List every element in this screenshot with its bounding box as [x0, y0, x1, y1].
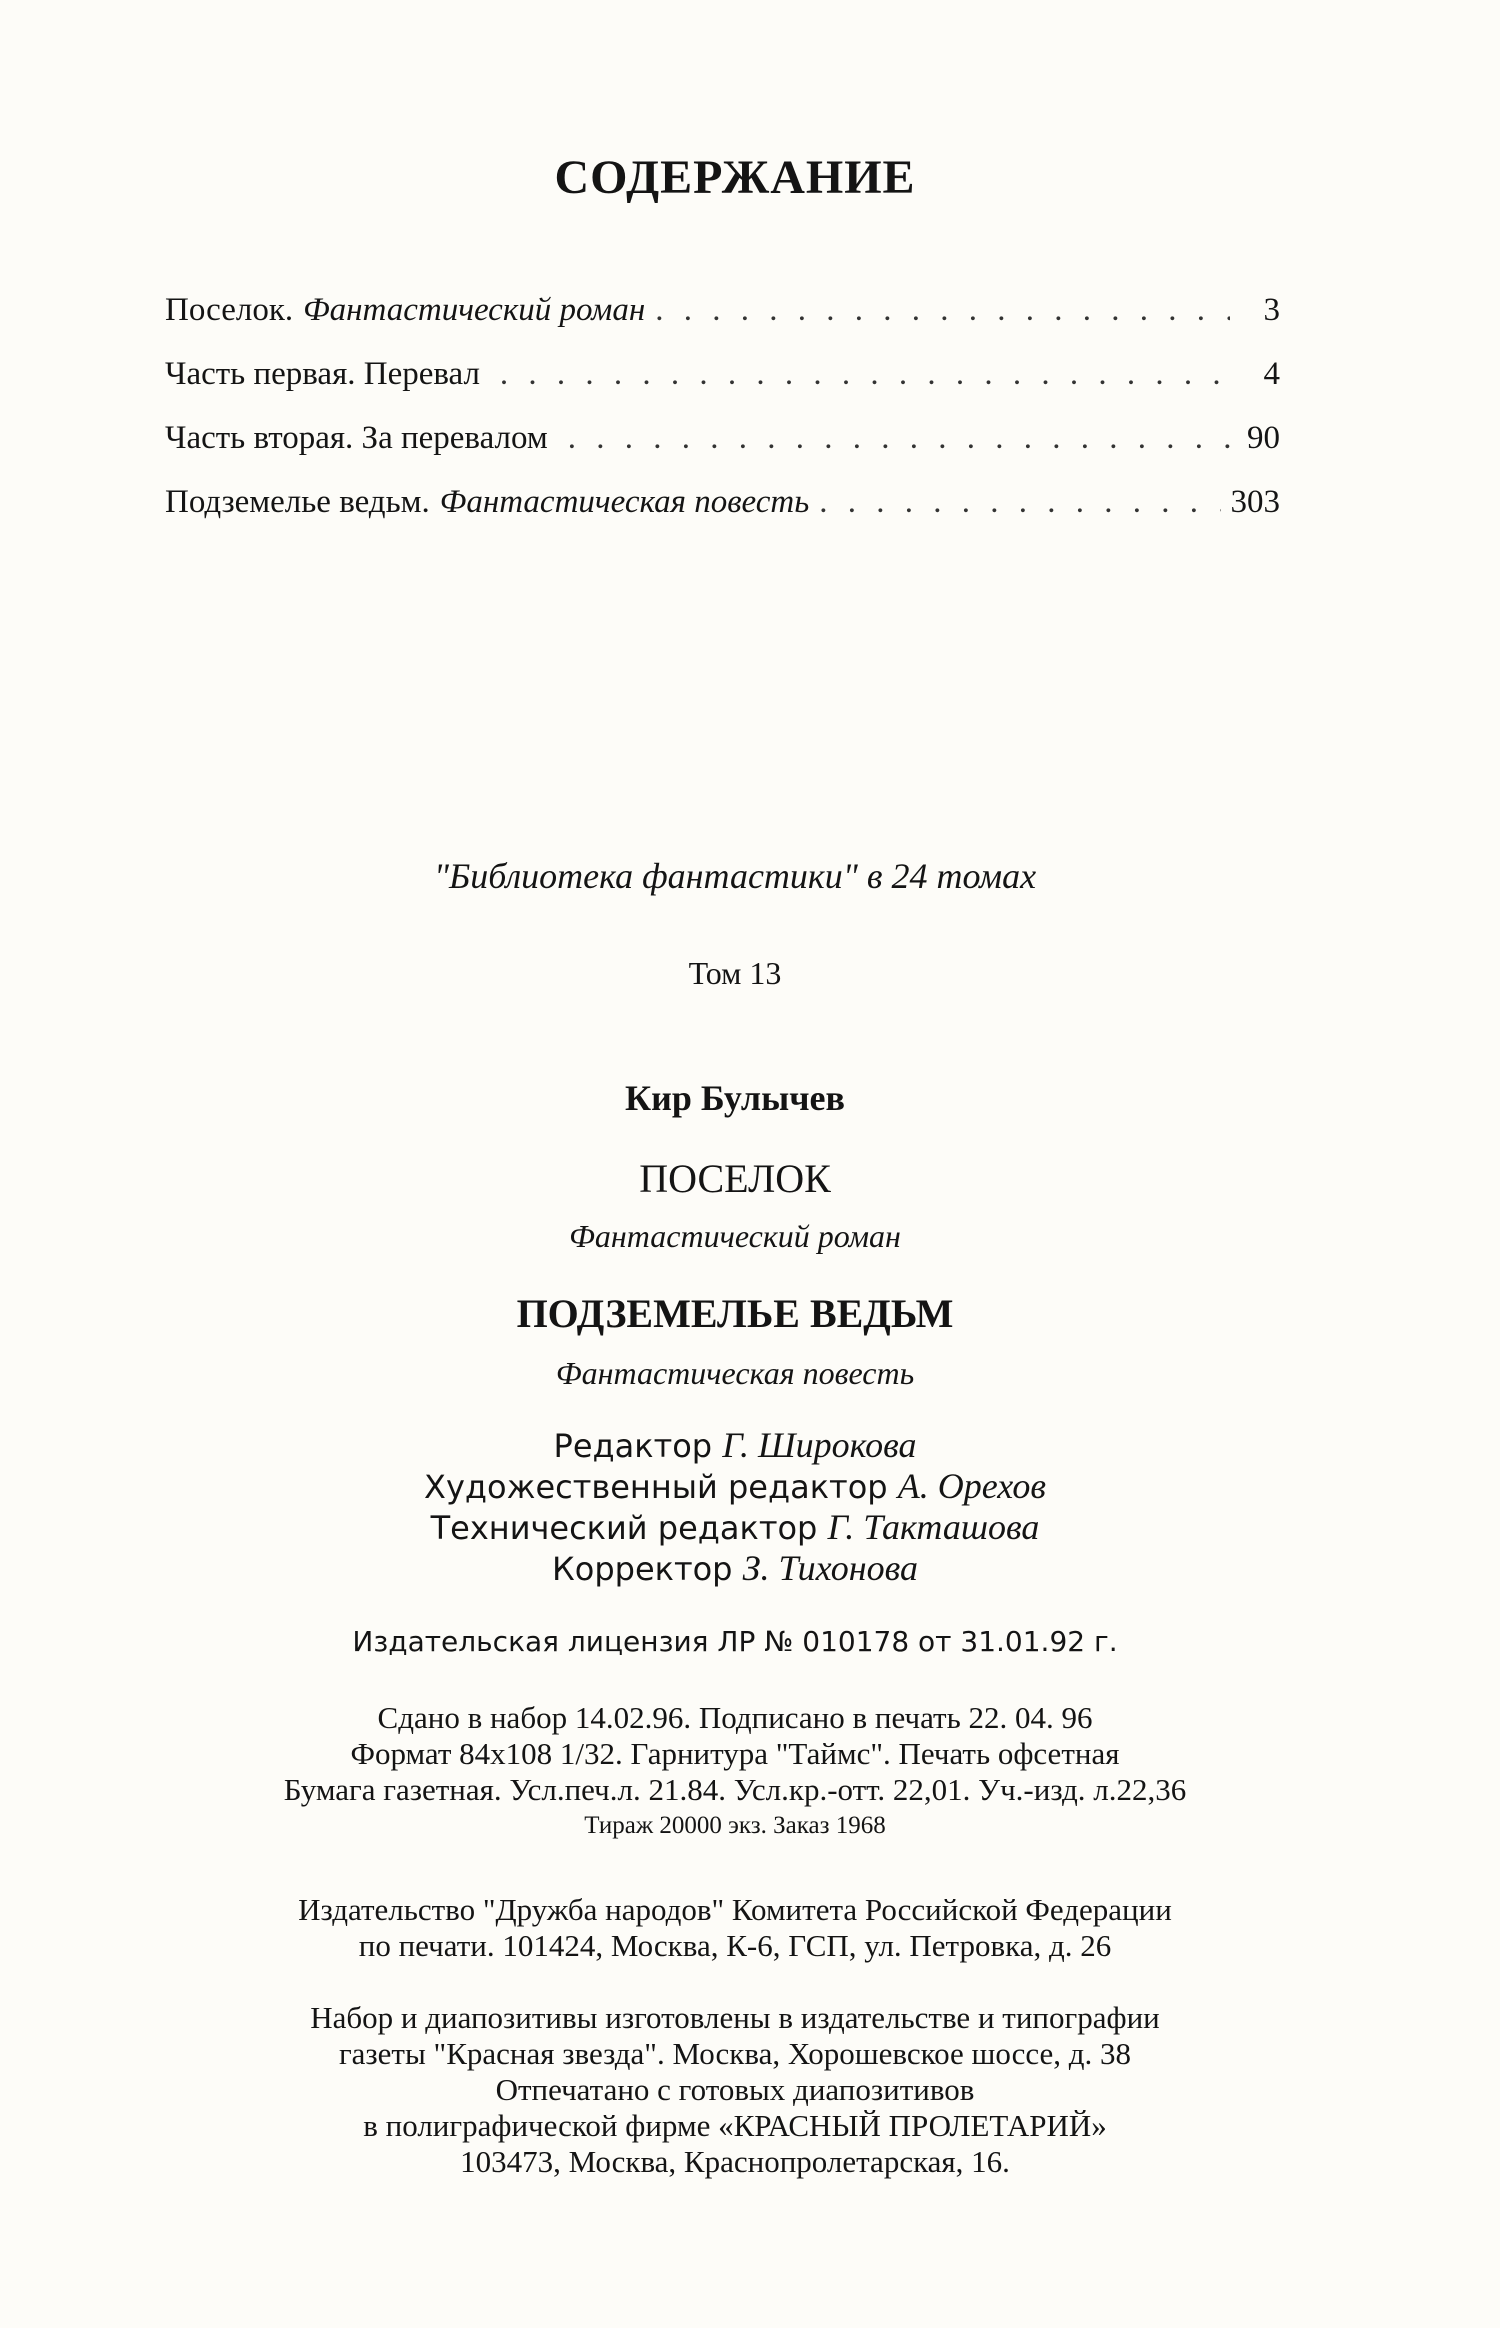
toc-entry-page: 4 — [1263, 356, 1280, 392]
series-title: "Библиотека фантастики" в 24 томах — [433, 856, 1037, 896]
print-details — [0, 1700, 1470, 1844]
toc-entry-page: 3 — [1263, 292, 1280, 328]
publisher-info — [0, 1892, 1470, 1964]
credit-line — [0, 1466, 1470, 1507]
contents-title: СОДЕРЖАНИЕ — [554, 151, 916, 204]
production-line: Отпечатано с готовых диапозитивов — [495, 2072, 975, 2107]
credits-block — [0, 1425, 1470, 1589]
production-line: в полиграфической фирме «КРАСНЫЙ ПРОЛЕТАРИЙ» — [363, 2108, 1107, 2143]
work-title-1: ПОСЕЛОК — [639, 1156, 831, 1201]
toc-entry-subtitle: Фантастическая повесть — [439, 484, 810, 520]
table-of-contents — [165, 292, 1280, 548]
toc-entry-page: 90 — [1247, 420, 1280, 456]
toc-entry-label: Часть вторая. За перевалом — [165, 420, 548, 456]
work-genre-2: Фантастическая повесть — [555, 1355, 915, 1391]
credit-name: А. Орехов — [897, 1466, 1046, 1506]
toc-leader-dots — [819, 484, 1220, 521]
publisher-line: по печати. 101424, Москва, К-6, ГСП, ул. Петровка, д. 26 — [358, 1928, 1112, 1963]
credit-role: Художественный редактор — [424, 1468, 888, 1506]
print-run-line: Тираж 20000 экз. Заказ 1968 — [584, 1812, 886, 1839]
print-line: Сдано в набор 14.02.96. Подписано в печать 22. 04. 96 — [377, 1700, 1093, 1735]
credit-role: Технический редактор — [430, 1509, 818, 1547]
toc-leader-dots — [655, 292, 1230, 329]
production-line: Набор и диапозитивы изготовлены в издательстве и типографии — [310, 2000, 1160, 2035]
toc-entry-subtitle: Фантастический роман — [303, 292, 646, 328]
toc-entry-label: Поселок. — [165, 292, 294, 328]
toc-entry-page: 303 — [1230, 484, 1280, 520]
volume-number: Том 13 — [688, 955, 782, 991]
toc-leader-dots — [568, 420, 1230, 457]
toc-entry — [165, 420, 1280, 484]
publisher-line: Издательство "Дружба народов" Комитета Российской Федерации — [298, 1892, 1172, 1927]
toc-entry — [165, 356, 1280, 420]
work-title-2: ПОДЗЕМЕЛЬЕ ВЕДЬМ — [516, 1291, 954, 1336]
production-line: газеты "Красная звезда". Москва, Хорошевское шоссе, д. 38 — [338, 2036, 1132, 2071]
production-info — [0, 2000, 1470, 2180]
toc-leader-dots — [500, 356, 1230, 393]
toc-entry-label: Часть первая. Перевал — [165, 356, 480, 392]
credit-name: Г. Широкова — [722, 1425, 917, 1465]
work-genre-1: Фантастический роман — [569, 1218, 901, 1254]
toc-entry — [165, 292, 1280, 356]
author-name: Кир Булычев — [625, 1078, 845, 1118]
print-line: Формат 84x108 1/32. Гарнитура "Таймс". Печать офсетная — [350, 1736, 1120, 1771]
credit-name: З. Тихонова — [742, 1548, 918, 1588]
print-line: Бумага газетная. Усл.печ.л. 21.84. Усл.кр.-отт. 22,01. Уч.-изд. л.22,36 — [283, 1772, 1187, 1807]
credit-line — [0, 1507, 1470, 1548]
production-line: 103473, Москва, Краснопролетарская, 16. — [460, 2144, 1010, 2179]
credit-line — [0, 1425, 1470, 1466]
credit-role: Редактор — [553, 1427, 713, 1465]
credit-line — [0, 1548, 1470, 1589]
publishing-license: Издательская лицензия ЛР № 010178 от 31.01.92 г. — [352, 1625, 1118, 1658]
credit-role: Корректор — [552, 1550, 733, 1588]
toc-entry-label: Подземелье ведьм. — [165, 484, 430, 520]
credit-name: Г. Такташова — [827, 1507, 1040, 1547]
toc-entry — [165, 484, 1280, 548]
